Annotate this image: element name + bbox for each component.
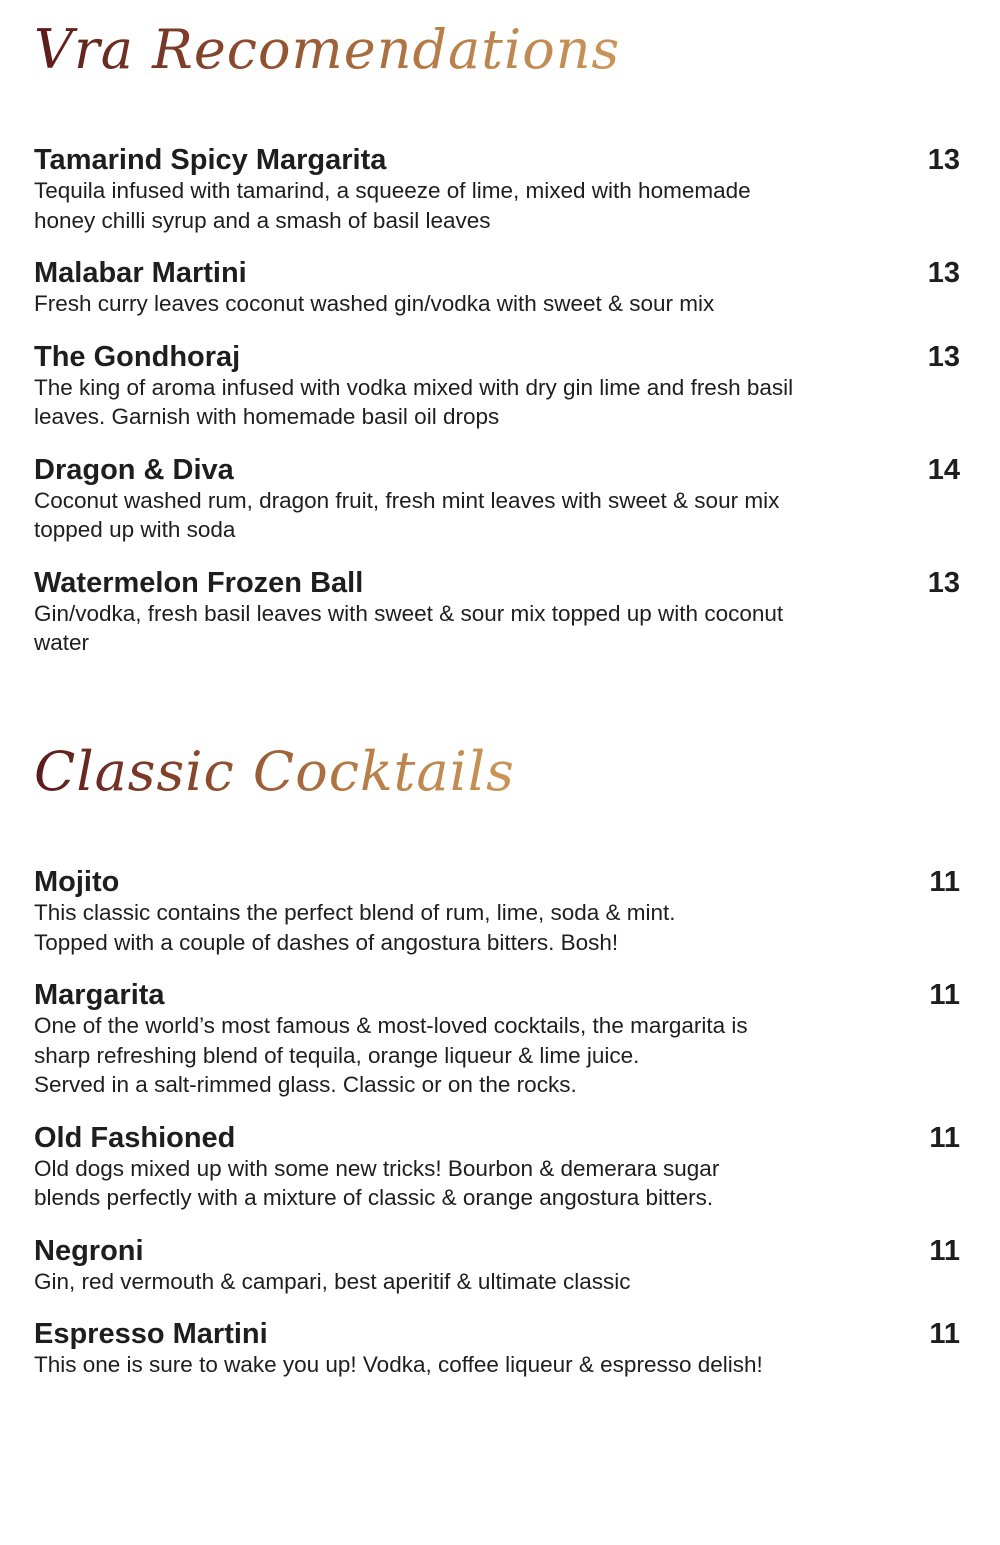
menu-list (34, 144, 964, 680)
item-description: Fresh curry leaves coconut washed gin/vodka with sweet & sour mix (34, 291, 715, 316)
item-name: Watermelon Frozen Ball (34, 566, 364, 599)
item-description: This one is sure to wake you up! Vodka, coffee liqueur & espresso delish! (34, 1352, 763, 1377)
section-title: Vra Recomendations (34, 10, 620, 100)
menu-list (34, 866, 964, 1402)
item-description: Tequila infused with tamarind, a squeeze of lime, mixed with homemade honey chilli syrup and a smash of basil leaves (34, 178, 751, 233)
menu-item (34, 866, 964, 957)
menu-item (34, 257, 964, 319)
item-price: 11 (929, 866, 960, 898)
item-price: 13 (927, 566, 960, 599)
item-description: Coconut washed rum, dragon fruit, fresh mint leaves with sweet & sour mix topped up with soda (34, 487, 780, 542)
item-price: 13 (927, 340, 960, 373)
menu-item (34, 1122, 964, 1213)
menu-item-header (34, 567, 960, 599)
item-description: This classic contains the perfect blend of rum, lime, soda & mint. Topped with a couple of dashes of angostura bitters. Bosh! (34, 900, 676, 955)
item-description: One of the world’s most famous & most-loved cocktails, the margarita is sharp refreshing blend of tequila, orange liqueur & lime juice. Served in a salt-rimmed glass. Classic or on the rocks. (34, 1013, 748, 1097)
item-price: 14 (927, 453, 960, 486)
menu-item (34, 341, 964, 432)
item-name: Malabar Martini (34, 257, 247, 289)
menu-item-header (34, 144, 960, 176)
menu-item (34, 454, 964, 545)
menu-item-header (34, 1122, 960, 1154)
item-price: 11 (929, 1318, 960, 1350)
menu-item-header (34, 1235, 960, 1267)
menu-item-header (34, 341, 960, 373)
menu-item (34, 1235, 964, 1297)
menu-item-header (34, 257, 960, 289)
item-description: Gin, red vermouth & campari, best aperitif & ultimate classic (34, 1268, 631, 1294)
menu-item-header (34, 866, 960, 898)
item-name: Negroni (34, 1234, 144, 1267)
menu-item-header (34, 1318, 960, 1350)
section-classic-cocktails (34, 732, 964, 1377)
item-name: Tamarind Spicy Margarita (34, 144, 387, 176)
item-name: Espresso Martini (34, 1318, 268, 1350)
menu-item-header (34, 454, 960, 486)
menu-item (34, 979, 964, 1100)
item-name: Old Fashioned (34, 1121, 236, 1154)
item-price: 11 (929, 979, 960, 1011)
item-price: 11 (929, 1234, 960, 1267)
item-name: Dragon & Diva (34, 453, 234, 486)
item-name: The Gondhoraj (34, 340, 241, 373)
item-description: The king of aroma infused with vodka mixed with dry gin lime and fresh basil leaves. Garnish with homemade basil oil drops (34, 374, 794, 429)
item-name: Margarita (34, 979, 165, 1011)
menu-item-header (34, 979, 960, 1011)
menu-item (34, 144, 964, 235)
menu-item (34, 1318, 964, 1380)
item-description: Old dogs mixed up with some new tricks! Bourbon & demerara sugar blends perfectly with a mixture of classic & orange angostura bitters. (34, 1155, 720, 1210)
item-name: Mojito (34, 866, 120, 898)
section-title: Classic Cocktails (34, 732, 515, 822)
item-price: 11 (929, 1121, 960, 1154)
section-vra-recommendations (34, 10, 964, 655)
item-price: 13 (927, 257, 960, 289)
item-price: 13 (927, 144, 960, 176)
item-description: Gin/vodka, fresh basil leaves with sweet & sour mix topped up with coconut water (34, 600, 784, 655)
menu-item (34, 567, 964, 658)
